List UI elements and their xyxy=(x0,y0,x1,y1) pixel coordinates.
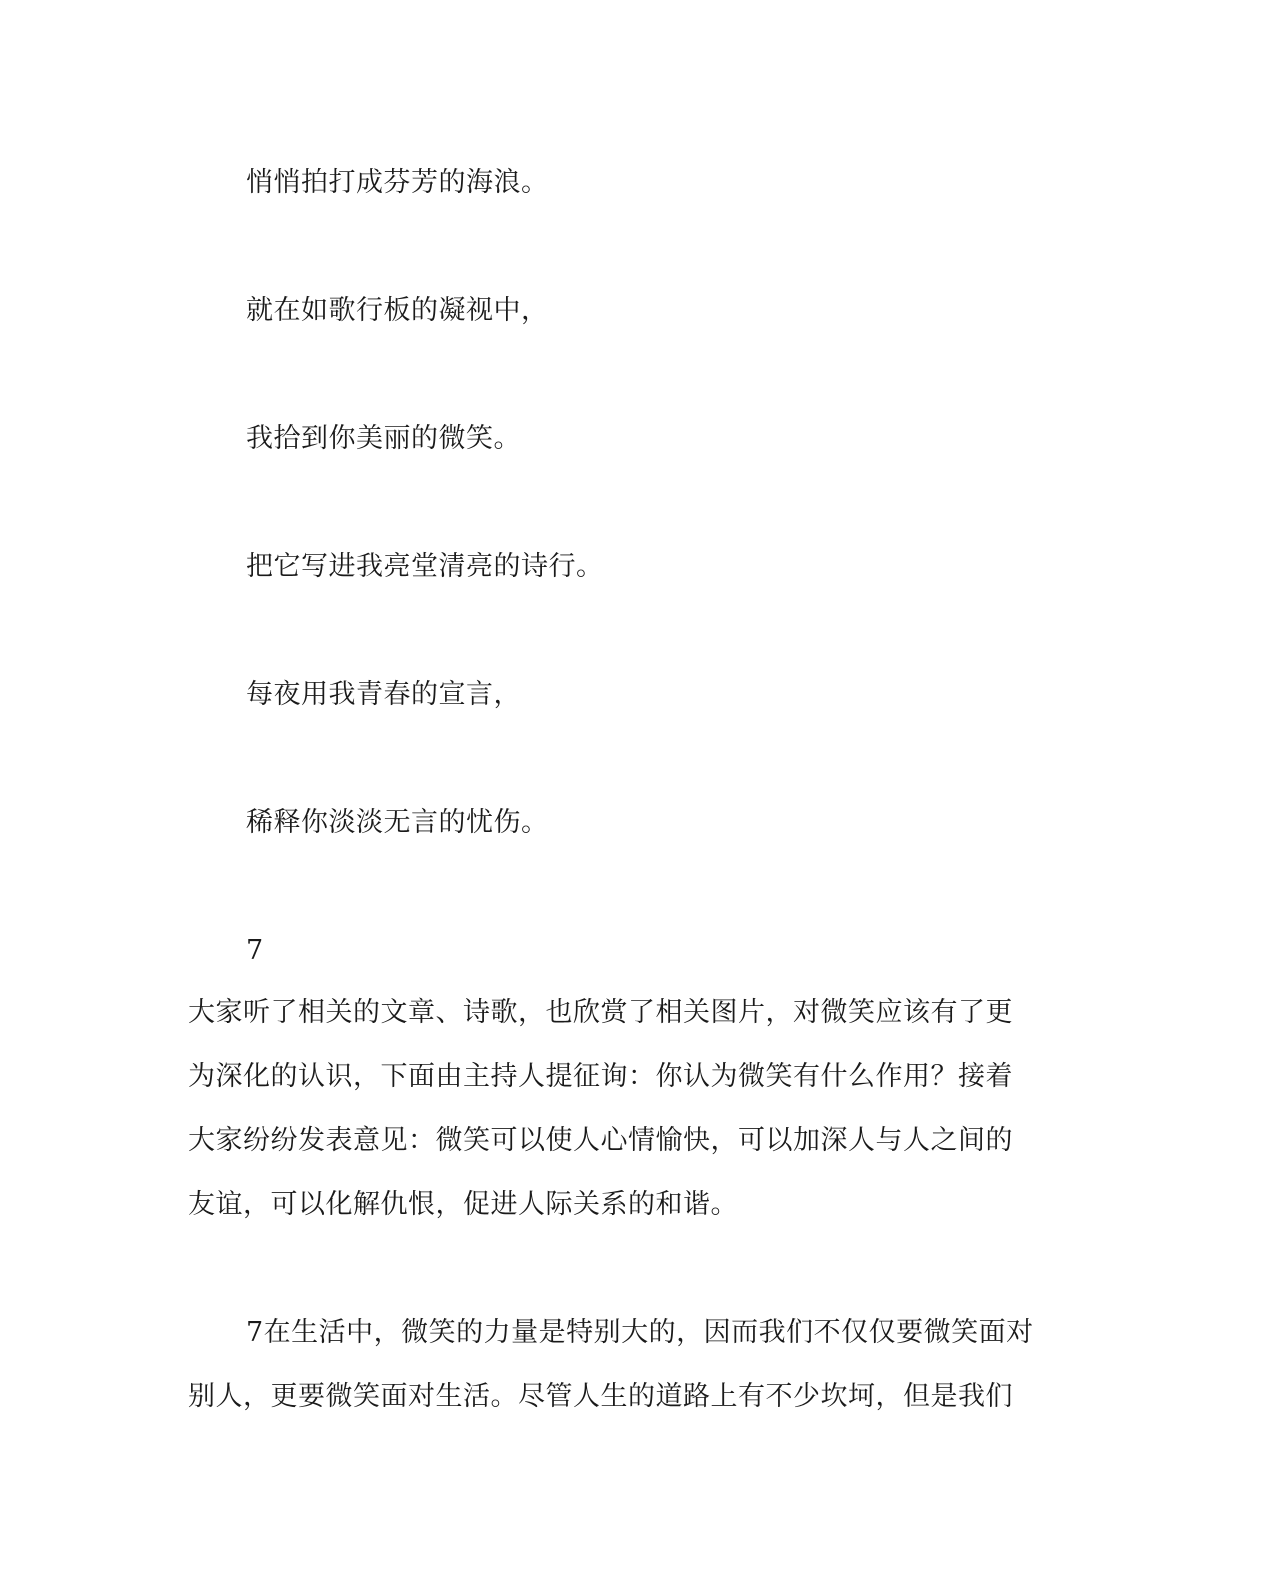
poem-line: 每夜用我青春的宣言， xyxy=(246,679,521,710)
poem-line: 稀释你淡淡无言的忧伤。 xyxy=(246,807,549,838)
poem-line: 把它写进我亮堂清亮的诗行。 xyxy=(246,551,604,582)
paragraph-line: 大家纷纷发表意见：微笑可以使人心情愉快，可以加深人与人之间的 xyxy=(188,1125,1013,1156)
poem-line: 我拾到你美丽的微笑。 xyxy=(246,423,521,454)
poem-line: 就在如歌行板的凝视中， xyxy=(246,295,549,326)
poem-line: 悄悄拍打成芬芳的海浪。 xyxy=(246,167,549,198)
paragraph-line: 为深化的认识，下面由主持人提征询：你认为微笑有什么作用？接着 xyxy=(188,1061,1013,1092)
paragraph-line: 7在生活中，微笑的力量是特别大的，因而我们不仅仅要微笑面对 xyxy=(246,1317,1034,1348)
paragraph-line: 友谊，可以化解仇恨，促进人际关系的和谐。 xyxy=(188,1189,738,1220)
paragraph-line: 大家听了相关的文章、诗歌，也欣赏了相关图片，对微笑应该有了更 xyxy=(188,997,1013,1028)
paragraph-line: 别人，更要微笑面对生活。尽管人生的道路上有不少坎坷，但是我们 xyxy=(188,1381,1013,1412)
section-number: 7 xyxy=(246,935,264,966)
